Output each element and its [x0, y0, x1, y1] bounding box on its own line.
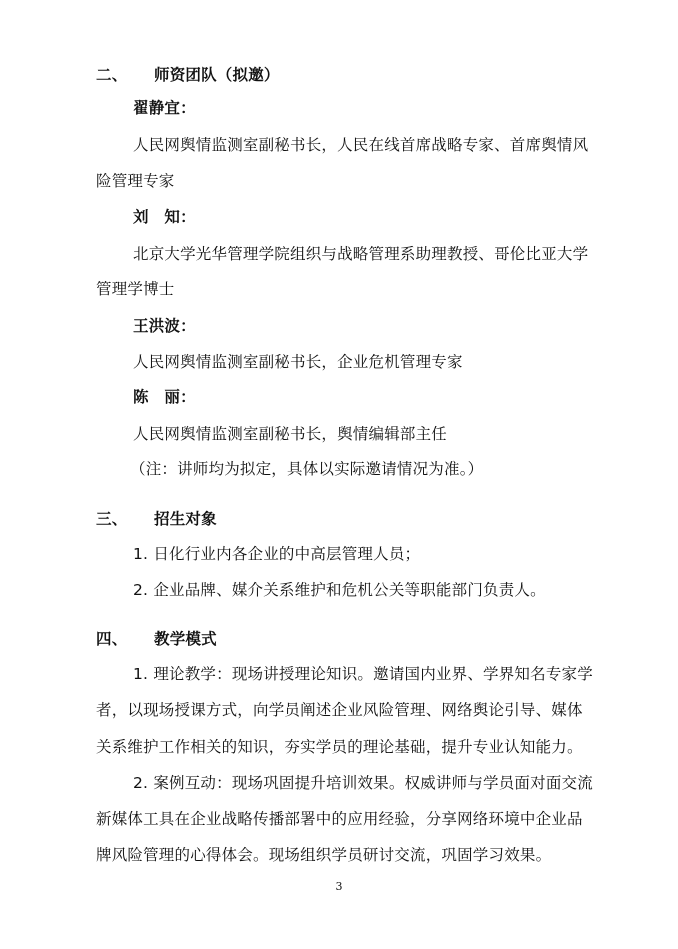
section-heading-audience [96, 509, 217, 529]
section-title: 师资团队（拟邀） [154, 66, 280, 84]
teacher-desc-line: 管理学博士 [96, 280, 175, 298]
teacher-desc-line: 人民网舆情监测室副秘书长，企业危机管理专家 [133, 353, 463, 371]
paragraph-line: 新媒体工具在企业战略传播部署中的应用经验，分享网络环境中企业品 [96, 810, 583, 828]
page-number: 3 [335, 880, 343, 893]
teacher-name: 刘 知： [133, 208, 196, 226]
teacher-note: （注：讲师均为拟定，具体以实际邀请情况为准。） [130, 460, 484, 478]
section-heading-teaching-mode [96, 629, 217, 649]
teacher-desc-line: 人民网舆情监测室副秘书长，人民在线首席战略专家、首席舆情风 [133, 136, 589, 154]
list-item: 1. 日化行业内各企业的中高层管理人员； [133, 545, 421, 563]
list-item: 2. 企业品牌、媒介关系维护和危机公关等职能部门负责人。 [133, 581, 546, 599]
section-heading-teachers [96, 65, 280, 85]
paragraph-line: 关系维护工作相关的知识，夯实学员的理论基础，提升专业认知能力。 [96, 738, 583, 756]
paragraph-line: 牌风险管理的心得体会。现场组织学员研讨交流，巩固学习效果。 [96, 846, 552, 864]
section-number: 二、 [96, 66, 128, 84]
paragraph-line: 1. 理论教学：现场讲授理论知识。邀请国内业界、学界知名专家学 [133, 665, 593, 683]
teacher-name: 王洪波： [133, 317, 196, 335]
section-title: 招生对象 [154, 510, 217, 528]
paragraph-line: 者，以现场授课方式，向学员阐述企业风险管理、网络舆论引导、媒体 [96, 701, 583, 719]
teacher-desc-line: 人民网舆情监测室副秘书长，舆情编辑部主任 [133, 425, 448, 443]
teacher-desc-line: 北京大学光华管理学院组织与战略管理系助理教授、哥伦比亚大学 [133, 245, 589, 263]
section-number: 四、 [96, 630, 128, 648]
teacher-name: 翟静宜： [133, 99, 196, 117]
section-number: 三、 [96, 510, 128, 528]
section-title: 教学模式 [154, 630, 217, 648]
paragraph-line: 2. 案例互动：现场巩固提升培训效果。权威讲师与学员面对面交流 [133, 774, 593, 792]
teacher-name: 陈 丽： [133, 388, 196, 406]
teacher-desc-line: 险管理专家 [96, 172, 175, 190]
